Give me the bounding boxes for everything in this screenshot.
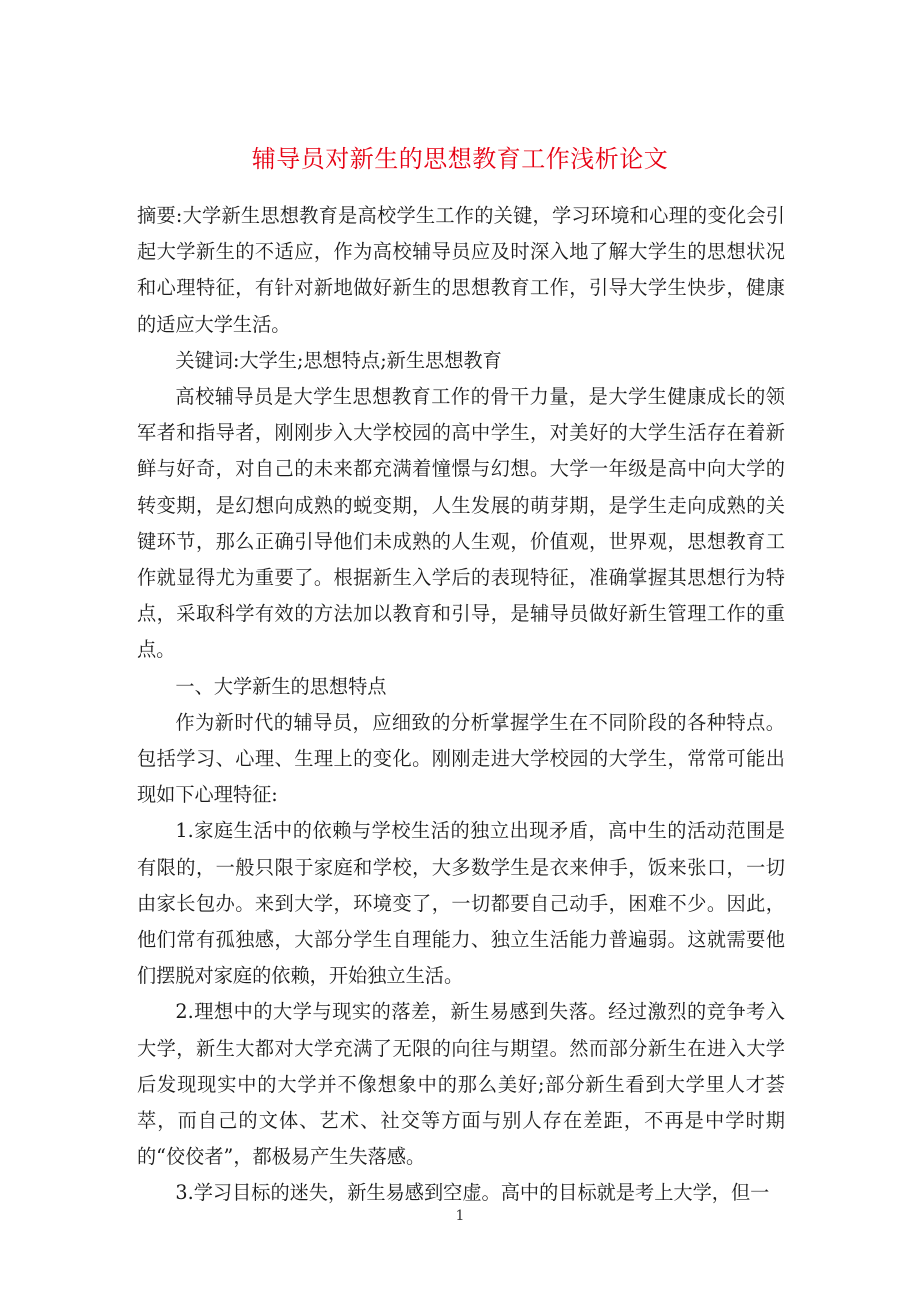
list-item-3: 3.学习目标的迷失，新生易感到空虚。高中的目标就是考上大学，但一 — [175, 1181, 770, 1205]
document-title: 辅导员对新生的思想教育工作浅析论文 — [251, 145, 669, 174]
intro-paragraph: 高校辅导员是大学生思想教育工作的骨干力量，是大学生健康成长的领军者和指导者，刚刚步入大学校园的高中学生，对美好的大学生活存在着新鲜与好奇，对自己的未来都充满着憧憬与幻想。大学一年级是高中向大学的转变期，是幻想向成熟的蜕变期，人生发展的萌芽期，是学生走向成熟的关键环节，那么正确引导他们未成熟的人生观，价值观，世界观，思想教育工作就显得尤为重要了。根据新生入学后的表现特征，准确掌握其思想行为特点，采取科学有效的方法加以教育和引导，是辅导员做好新生管理工作的重点。 — [137, 385, 785, 662]
list-item-1: 1.家庭生活中的依赖与学校生活的独立出现矛盾，高中生的活动范围是有限的，一般只限于家庭和学校，大多数学生是衣来伸手，饭来张口，一切由家长包办。来到大学，环境变了，一切都要自己动手，困难不少。因此，他们常有孤独感，大部分学生自理能力、独立生活能力普遍弱。这就需要他们摆脱对家庭的依赖，开始独立生活。 — [137, 819, 785, 988]
section-heading: 一、大学新生的思想特点 — [175, 674, 387, 698]
page-number: 1 — [455, 1208, 465, 1224]
abstract-paragraph: 摘要:大学新生思想教育是高校学生工作的关键，学习环境和心理的变化会引起大学新生的不适应，作为高校辅导员应及时深入地了解大学生的思想状况和心理特征，有针对新地做好新生的思想教育工作，引导大学生快步，健康的适应大学生活。 — [137, 204, 785, 336]
list-item-2: 2.理想中的大学与现实的落差，新生易感到失落。经过激烈的竞争考入大学，新生大都对大学充满了无限的向往与期望。然而部分新生在进入大学后发现现实中的大学并不像想象中的那么美好;部分新生看到大学里人才荟萃，而自己的文体、艺术、社交等方面与别人存在差距，不再是中学时期的“佼佼者”，都极易产生失落感。 — [137, 1000, 785, 1169]
section-paragraph: 作为新时代的辅导员，应细致的分析掌握学生在不同阶段的各种特点。包括学习、心理、生理上的变化。刚刚走进大学校园的大学生，常常可能出现如下心理特征: — [137, 710, 785, 807]
document-body — [137, 198, 785, 1212]
keywords-paragraph: 关键词:大学生;思想特点;新生思想教育 — [175, 348, 502, 372]
